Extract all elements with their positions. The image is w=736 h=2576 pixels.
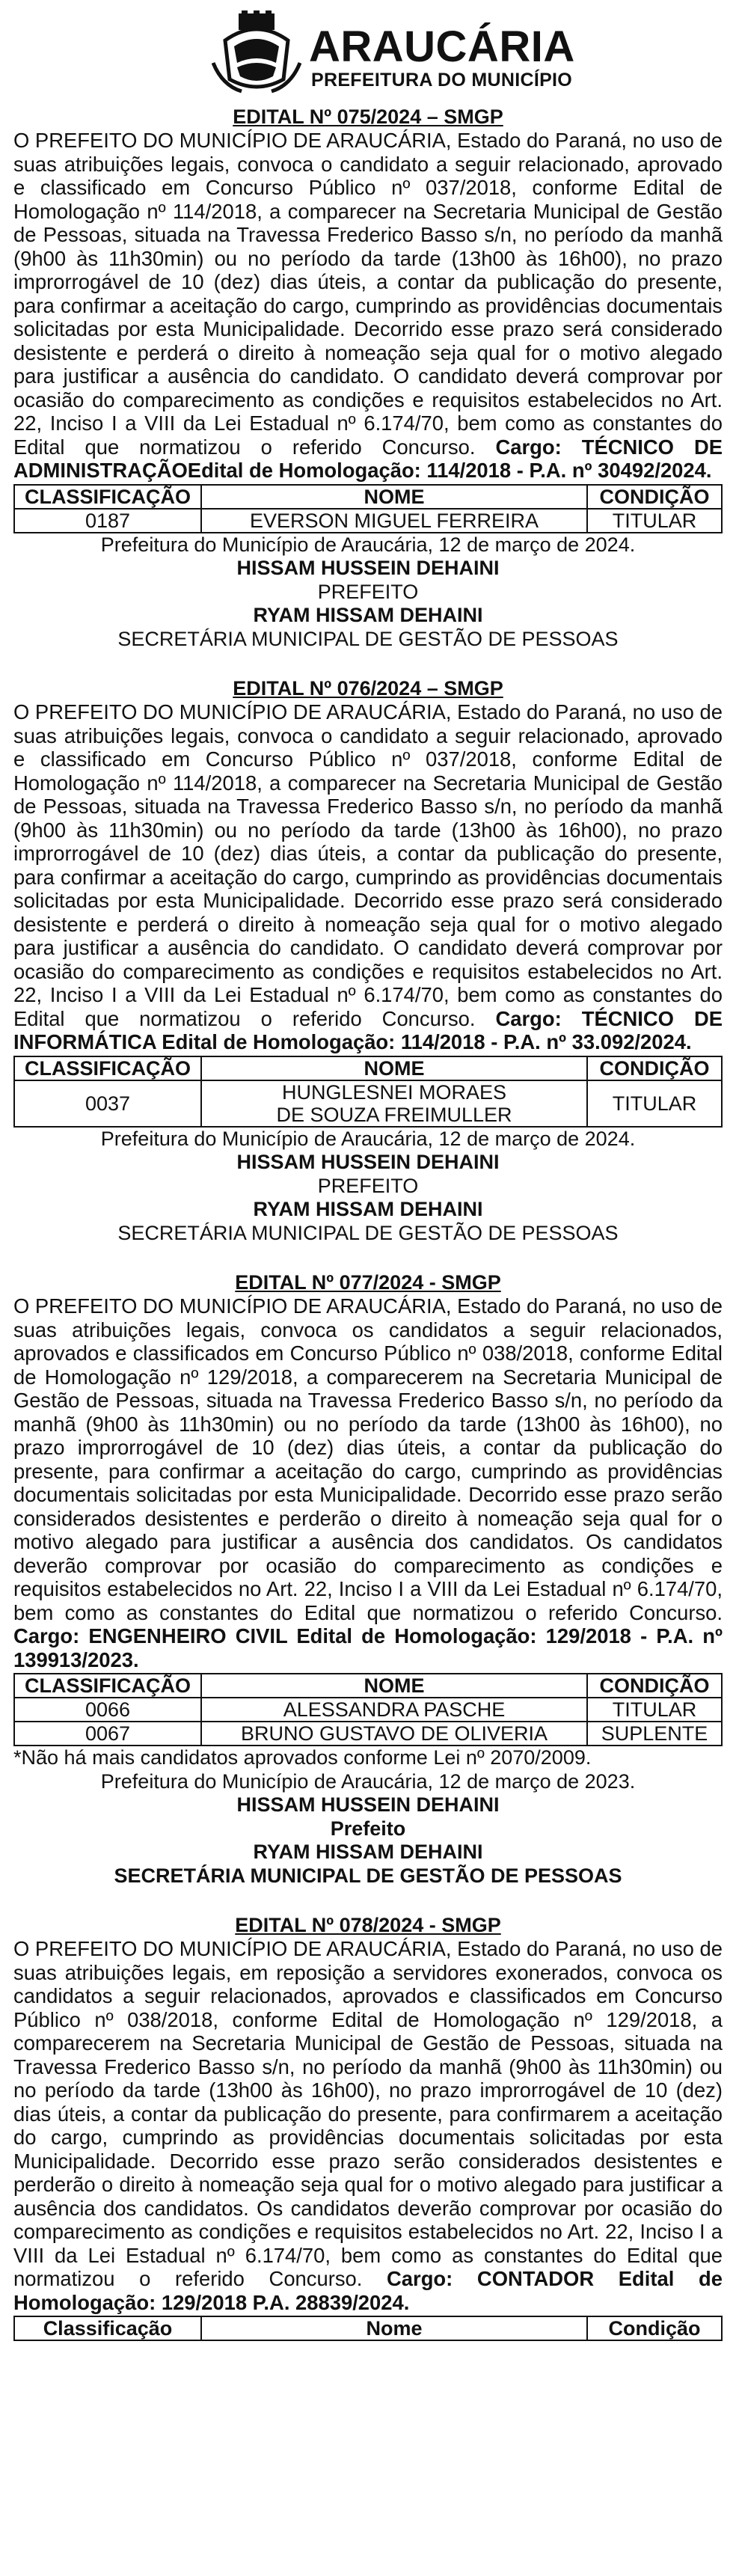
table-header-row — [14, 1674, 722, 1698]
column-header: CONDIÇÃO — [587, 1674, 722, 1698]
edital-body: O PREFEITO DO MUNICÍPIO DE ARAUCÁRIA, Estado do Paraná, no uso de suas atribuições legais, convoca o candidato a seguir relacionado, aprovado e classificado em Concurso Público nº 037/2018, conforme Edital de Homologação nº 114/2018, a comparecer na Secretaria Municipal de Gestão de Pessoas, situada na Travessa Frederico Basso s/n, no período da manhã (9h00 às 11h30min) ou no período da tarde (13h00 às 16h00), no prazo improrrogável de 10 (dez) dias úteis, a contar da publicação do presente, para confirmar a aceitação do cargo, cumprindo as providências documentais solicitadas por esta Municipalidade. Decorrido esse prazo será considerado desistente e perderá o direito à nomeação seja qual for o motivo alegado para justificar a ausência do candidato. O candidato deverá comprovar por ocasião do comparecimento as condições e requisitos estabelecidos no Art. 22, Inciso I a VIII da Lei Estadual nº 6.174/70, bem como as constantes do Edital que normatizou o referido Concurso. Cargo: TÉCNICO DE ADMINISTRAÇÃOEdital de Homologação: 114/2018 - P.A. nº 30492/2024. — [13, 129, 723, 482]
signer-role: SECRETÁRIA MUNICIPAL DE GESTÃO DE PESSOAS — [117, 627, 619, 650]
column-header: CONDIÇÃO — [587, 485, 722, 509]
candidates-table — [13, 1673, 723, 1746]
edital-title: EDITAL Nº 076/2024 – SMGP — [233, 677, 503, 700]
signer-role: PREFEITO — [317, 580, 419, 603]
municipal-coat-of-arms-icon — [212, 10, 301, 94]
candidates-table — [13, 2316, 723, 2341]
column-header: Classificação — [14, 2316, 201, 2340]
column-header: CLASSIFICAÇÃO — [14, 1674, 201, 1698]
table-header-row — [14, 485, 722, 509]
edital-075 — [13, 105, 723, 651]
page-header — [13, 0, 723, 105]
edital-cargo: Cargo: TÉCNICO DE INFORMÁTICA Edital de Homologação: 114/2018 - P.A. nº 33.092/2024. — [13, 1006, 723, 1053]
table-row — [14, 509, 722, 533]
cell-nome: HUNGLESNEI MORAES DE SOUZA FREIMULLER — [201, 1080, 587, 1127]
edital-body: O PREFEITO DO MUNICÍPIO DE ARAUCÁRIA, Estado do Paraná, no uso de suas atribuições legais, convoca os candidatos a seguir relacionados, aprovados e classificados em Concurso Público nº 038/2018, conforme Edital de Homologação nº 129/2018, a comparecerem na Secretaria Municipal de Gestão de Pessoas, situada na Travessa Frederico Basso s/n, no período da manhã (9h00 às 11h30min) ou no período da tarde (13h00 às 16h00), no prazo improrrogável de 10 (dez) dias úteis, a contar da publicação do presente, para confirmar a aceitação do cargo, cumprindo as providências documentais solicitadas por esta Municipalidade. Decorrido esse prazo serão considerados desistentes e perderão o direito à nomeação seja qual for o motivo alegado para justificar a ausência dos candidatos. Os candidatos deverão comprovar por ocasião do comparecimento as condições e requisitos estabelecidos no Art. 22, Inciso I a VIII da Lei Estadual nº 6.174/70, bem como as constantes do Edital que normatizou o referido Concurso. Cargo: ENGENHEIRO CIVIL Edital de Homologação: 129/2018 - P.A. nº 139913/2023. — [13, 1294, 723, 1671]
header-title: ARAUCÁRIA — [309, 22, 575, 71]
candidates-table — [13, 1056, 723, 1128]
edital-body: O PREFEITO DO MUNICÍPIO DE ARAUCÁRIA, Estado do Paraná, no uso de suas atribuições legais, convoca o candidato a seguir relacionado, aprovado e classificado em Concurso Público nº 037/2018, conforme Edital de Homologação nº 114/2018, a comparecer na Secretaria Municipal de Gestão de Pessoas, situada na Travessa Frederico Basso s/n, no período da manhã (9h00 às 11h30min) ou no período da tarde (13h00 às 16h00), no prazo improrrogável de 10 (dez) dias úteis, a contar da publicação do presente, para confirmar a aceitação do cargo, cumprindo as providências documentais solicitadas por esta Municipalidade. Decorrido esse prazo será considerado desistente e perderá o direito à nomeação seja qual for o motivo alegado para justificar a ausência do candidato. O candidato deverá comprovar por ocasião do comparecimento as condições e requisitos estabelecidos no Art. 22, Inciso I a VIII da Lei Estadual nº 6.174/70, bem como as constantes do Edital que normatizou o referido Concurso. Cargo: TÉCNICO DE INFORMÁTICA Edital de Homologação: 114/2018 - P.A. nº 33.092/2024. — [13, 700, 723, 1053]
column-header: NOME — [201, 1056, 587, 1080]
cell-nome: EVERSON MIGUEL FERREIRA — [201, 509, 587, 533]
edital-cargo: Cargo: TÉCNICO DE ADMINISTRAÇÃOEdital de Homologação: 114/2018 - P.A. nº 30492/2024. — [13, 435, 723, 482]
signer-name: HISSAM HUSSEIN DEHAINI — [236, 557, 500, 579]
signer-name: RYAM HISSAM DEHAINI — [253, 1841, 483, 1863]
edital-title: EDITAL Nº 077/2024 - SMGP — [235, 1271, 501, 1294]
header-subtitle: PREFEITURA DO MUNICÍPIO — [311, 70, 573, 91]
place-date: Prefeitura do Município de Araucária, 12 de março de 2023. — [100, 1769, 636, 1793]
table-row — [14, 1722, 722, 1746]
signer-name: RYAM HISSAM DEHAINI — [253, 604, 483, 626]
signer-role: PREFEITO — [317, 1174, 419, 1197]
cell-condicao: SUPLENTE — [587, 1722, 722, 1746]
table-row — [14, 1698, 722, 1722]
cell-classificacao: 0066 — [14, 1698, 201, 1722]
cell-classificacao: 0187 — [14, 509, 201, 533]
signer-role: SECRETÁRIA MUNICIPAL DE GESTÃO DE PESSOAS — [114, 1864, 622, 1887]
edital-title: EDITAL Nº 075/2024 – SMGP — [233, 105, 503, 128]
edital-077 — [13, 1270, 723, 1888]
signer-name: HISSAM HUSSEIN DEHAINI — [236, 1151, 500, 1173]
column-header: CONDIÇÃO — [587, 1056, 722, 1080]
signer-role: Prefeito — [330, 1817, 406, 1840]
column-header: NOME — [201, 485, 587, 509]
column-header: NOME — [201, 1674, 587, 1698]
cell-nome: ALESSANDRA PASCHE — [201, 1698, 587, 1722]
signer-role: SECRETÁRIA MUNICIPAL DE GESTÃO DE PESSOAS — [117, 1221, 619, 1244]
cell-condicao: TITULAR — [587, 509, 722, 533]
column-header: CLASSIFICAÇÃO — [14, 485, 201, 509]
edital-076 — [13, 676, 723, 1245]
edital-cargo: Cargo: ENGENHEIRO CIVIL Edital de Homologação: 129/2018 - P.A. nº 139913/2023. — [13, 1624, 723, 1671]
signer-name: HISSAM HUSSEIN DEHAINI — [236, 1793, 500, 1816]
cell-nome: BRUNO GUSTAVO DE OLIVERIA — [201, 1722, 587, 1746]
place-date: Prefeitura do Município de Araucária, 12 de março de 2024. — [100, 1127, 636, 1150]
column-header: Condição — [587, 2316, 722, 2340]
footnote: *Não há mais candidatos aprovados conforme Lei nº 2070/2009. — [13, 1746, 592, 1769]
cell-classificacao: 0067 — [14, 1722, 201, 1746]
cell-classificacao: 0037 — [14, 1080, 201, 1127]
candidates-table — [13, 484, 723, 533]
edital-title: EDITAL Nº 078/2024 - SMGP — [235, 1914, 501, 1936]
place-date: Prefeitura do Município de Araucária, 12 de março de 2024. — [100, 533, 636, 556]
cell-condicao: TITULAR — [587, 1080, 722, 1127]
edital-cargo: Cargo: CONTADOR Edital de Homologação: 129/2018 P.A. 28839/2024. — [13, 2267, 723, 2314]
edital-078 — [13, 1913, 723, 2341]
signer-name: RYAM HISSAM DEHAINI — [253, 1198, 483, 1220]
column-header: Nome — [201, 2316, 587, 2340]
column-header: CLASSIFICAÇÃO — [14, 1056, 201, 1080]
table-row — [14, 1080, 722, 1127]
edital-body: O PREFEITO DO MUNICÍPIO DE ARAUCÁRIA, Estado do Paraná, no uso de suas atribuições legais, em reposição a servidores exonerados, convoca os candidatos a seguir relacionados, aprovados e classificados em Concurso Público nº 038/2018, conforme Edital de Homologação nº 129/2018, a comparecerem na Secretaria Municipal de Gestão de Pessoas, situada na Travessa Frederico Basso s/n, no período da manhã (9h00 às 11h30min) ou no período da tarde (13h00 às 16h00), no prazo improrrogável de 10 (dez) dias úteis, a contar da publicação do presente, para confirmarem a aceitação do cargo, cumprindo as providências documentais solicitadas por esta Municipalidade. Decorrido esse prazo serão considerados desistentes e perderão o direito à nomeação seja qual for o motivo alegado para justificar a ausência dos candidatos. Os candidatos deverão comprovar por ocasião do comparecimento as condições e requisitos estabelecidos no Art. 22, Inciso I a VIII da Lei Estadual nº 6.174/70, bem como as constantes do Edital que normatizou o referido Concurso. Cargo: CONTADOR Edital de Homologação: 129/2018 P.A. 28839/2024. — [13, 1937, 723, 2314]
cell-condicao: TITULAR — [587, 1698, 722, 1722]
table-header-row — [14, 1056, 722, 1080]
table-header-row — [14, 2316, 722, 2340]
